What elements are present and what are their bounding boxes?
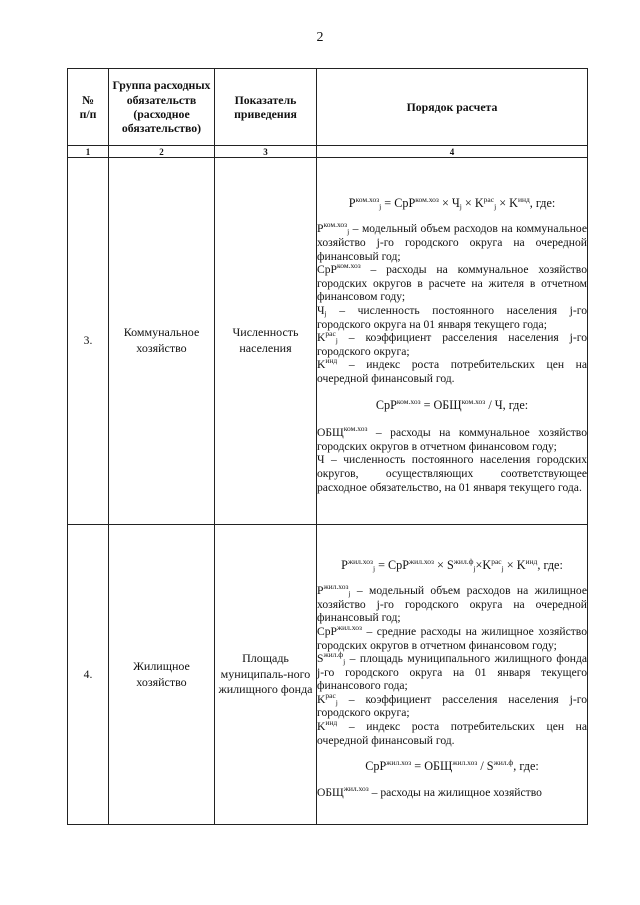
header-group: Группа расходных обязательств (расходное обязательство)	[109, 69, 215, 146]
header-number: № п/п	[68, 69, 109, 146]
definition: СрP$^{ком.хоз}$ – расходы на коммунальное хозяйство городских округов в расчете на жителя в отчетном финансовом году;	[317, 261, 587, 304]
formula: $P^{жил.хоз}_j = СрP^{жил.хоз} \times S^{жил.ф}_j\times K^{рас}_j \times K^{инд}$, где:	[341, 556, 563, 573]
definition-list	[317, 584, 587, 747]
indicator-name: Площадь муниципаль-ного жилищного фонда	[215, 525, 317, 825]
definition-list	[317, 222, 587, 385]
column-number: 3	[215, 146, 317, 158]
definition: СрP$^{жил.хоз}$ – средние расходы на жилищное хозяйство городских округов в отчетном финансовом году;	[317, 622, 587, 652]
definition: $K^{рас}_j$ – коэффициент расселения населения j-го городского округа;	[317, 329, 587, 358]
column-number: 1	[68, 146, 109, 158]
table-row	[68, 158, 588, 525]
definition: $K^{рас}_j$ – коэффициент расселения населения j-го городского округа;	[317, 690, 587, 720]
formula: $P^{ком.хоз}_j = СрP^{ком.хоз} \times Ч_j \times K^{рас}_j \times K^{инд}$, где:	[348, 194, 556, 211]
formula: $СрP^{жил.хоз} = ОБЩ^{жил.хоз} / S^{жил.ф}$, где:	[365, 758, 539, 774]
formula: $СрP^{ком.хоз} = ОБЩ^{ком.хоз} / Ч$, где:	[375, 396, 529, 412]
table-row	[68, 525, 588, 825]
calculation-cell	[317, 525, 588, 825]
calculation-cell	[317, 158, 588, 525]
definition: $P^{ком.хоз}_j$ – модельный объем расходов на коммунальное хозяйство j-го городского округа на очередной финансовый год;	[317, 220, 587, 263]
definition-list	[317, 783, 587, 800]
definition-list	[317, 426, 587, 494]
definition: $Ч_j$ – численность постоянного населения j-го городского округа на 01 января текущего года;	[317, 304, 587, 331]
page-number: 2	[316, 30, 324, 45]
definition: $P^{жил.хоз}_j$ – модельный объем расходов на жилищное хозяйство j-го городского округа на очередной финансовый год;	[317, 582, 587, 625]
table-header-row	[68, 69, 588, 146]
expense-table	[67, 68, 588, 825]
definition: $K^{инд}$ – индекс роста потребительских цен на очередной финансовый год.	[317, 718, 587, 747]
header-indicator: Показатель приведения	[215, 69, 317, 146]
indicator-name: Численность населения	[215, 158, 317, 525]
column-number: 2	[109, 146, 215, 158]
row-number: 3.	[68, 158, 109, 525]
expense-group-name: Жилищное хозяйство	[109, 525, 215, 825]
column-number: 4	[317, 146, 588, 158]
definition: $K^{инд}$ – индекс роста потребительских цен на очередной финансовый год.	[317, 356, 587, 385]
definition: Ч – численность постоянного населения городских округов, осуществляющих соответствующее расходное обязательство, на 01 января текущего года.	[317, 453, 587, 494]
definition: $S^{жил.ф}_j$ – площадь муниципального жилищного фонда j-го городского округа на 01 января текущего финансового года;	[317, 650, 587, 693]
header-calculation: Порядок расчета	[317, 69, 588, 146]
expense-group-name: Коммунальное хозяйство	[109, 158, 215, 525]
row-number: 4.	[68, 525, 109, 825]
definition: $ОБЩ^{жил.хоз}$ – расходы на жилищное хозяйство	[317, 783, 542, 799]
definition: $ОБЩ^{ком.хоз}$ – расходы на коммунальное хозяйство городских округов в отчетном финансовом году;	[317, 424, 587, 453]
column-number-row	[68, 146, 588, 158]
